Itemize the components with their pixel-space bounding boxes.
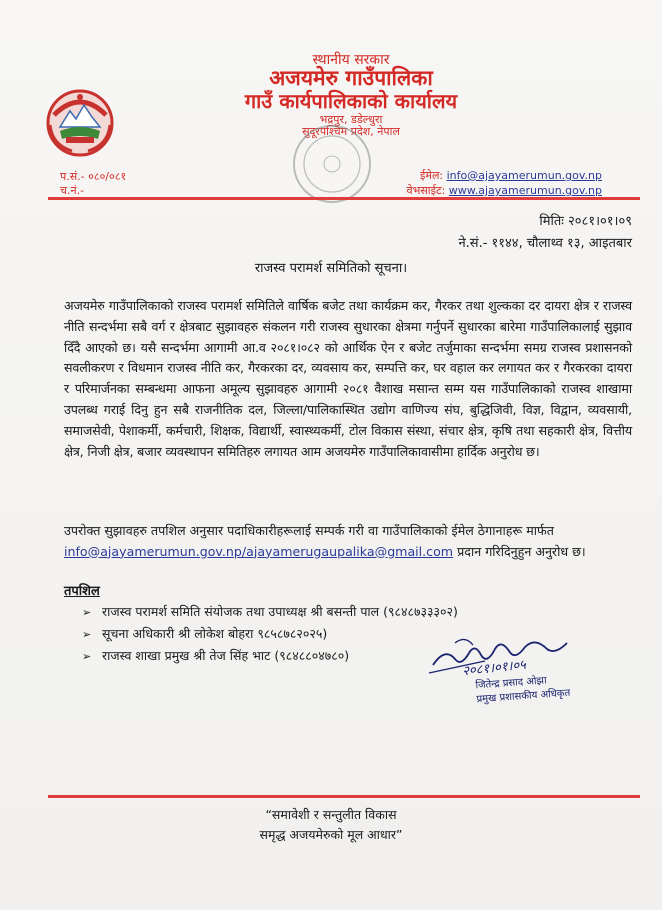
arrow-bullet-icon: ➢ <box>82 650 92 663</box>
header-office-name: गाउँ कार्यपालिकाको कार्यालय <box>244 89 458 113</box>
signature-date: २०८१।०१।०५ <box>461 657 527 680</box>
header-address: भद्रपुर, डडेल्धुरा <box>319 113 383 126</box>
paragraph-2-text-b: प्रदान गरिदिनुहुन अनुरोध छ। <box>457 543 586 559</box>
reference-number: प.सं.- ०८०/०८१ <box>60 170 127 183</box>
website-link[interactable]: www.ajayamerumun.gov.np <box>448 184 602 197</box>
header-local-government: स्थानीय सरकार <box>312 52 390 68</box>
signatory-designation: प्रमुख प्रशासकीय अधिकृत <box>476 687 571 706</box>
paragraph-2-email-link[interactable]: info@ajayamerumun.gov.np/ajayamerugaupalika@gmail.com <box>64 543 454 559</box>
dispatch-number: च.नं.- <box>60 184 85 197</box>
header-divider <box>48 197 640 200</box>
signatory-block <box>475 673 571 707</box>
footer-motto-line-2: समृद्ध अजयमेरुको मूल आधार” <box>259 827 403 842</box>
details-heading: तपशिल <box>64 584 100 599</box>
signatory-name: जितेन्द्र प्रसाद ओझा <box>475 675 548 692</box>
list-item <box>82 645 458 667</box>
arrow-bullet-icon: ➢ <box>82 628 92 641</box>
details-list <box>82 601 458 667</box>
website-label: वेभसाईट: <box>406 184 446 197</box>
list-item-text: राजस्व परामर्श समिति संयोजक तथा उपाध्यक्ष श्री बसन्ती पाल (९८४८७३३३०२) <box>102 604 458 619</box>
footer-motto-line-1: “समावेशी र सन्तुलीत विकास <box>265 807 397 822</box>
email-link[interactable]: info@ajayamerumun.gov.np <box>446 169 602 182</box>
notice-title: राजस्व परामर्श समितिको सूचना। <box>254 261 408 276</box>
letter-date: मितिः २०८१।०१।०९ <box>539 214 632 229</box>
header-municipality-name: अजयमेरु गाउँपालिका <box>269 66 433 90</box>
arrow-bullet-icon: ➢ <box>82 606 92 619</box>
list-item <box>82 601 458 623</box>
list-item-text: राजस्व शाखा प्रमुख श्री तेज सिंह भाट (९८४८८०४७८०) <box>102 648 350 663</box>
header-province: सुदूरपश्चिम प्रदेश, नेपाल <box>302 125 400 138</box>
notice-paragraph-2 <box>64 521 632 563</box>
notice-paragraph-1: अजयमेरु गाउँपालिकाको राजस्व परामर्श समितिले वार्षिक बजेट तथा कार्यक्रम कर, गैरकर तथा शुल्कका दर दायरा क्षेत्र र राजस्व नीति सन्दर्भमा सबै वर्ग र क्षेत्रबाट सुझावहरु संकलन गरी राजस्व सुधारका क्षेत्रमा गर्नुपर्ने सुधारका बारेमा गाउँपालिकालाई सुझाव दिँदै आएको छ। यसै सन्दर्भमा आगामी आ.व २०८१।०८२ को आर्थिक ऐन र बजेट तर्जुमाका सन्दर्भमा समग्र राजस्व प्रशासनको सवलीकरण र विधमान राजस्व नीति कर, गैरकरका दर, व्यवसाय कर, सम्पत्ति कर, घर वहाल कर लगायत कर र गैरकरका दायरा र परिमार्जनका सम्बन्धमा आफना अमूल्य सुझावहरु आगामी २०८१ वैशाख मसान्त सम्म यस गाउँपालिकाको राजस्व शाखामा उपलब्ध गराई दिनु हुन सबै राजनीतिक दल, जिल्ला/पालिकास्थित उद्योग वाणिज्य संघ, बुद्धिजिवी, विज्ञ, विद्वान, व्यवसायी, समाजसेवी, पेशाकर्मी, कर्मचारी, शिक्षक, विद्यार्थी, स्वास्थ्यकर्मी, टोल विकास संस्था, संचार क्षेत्र, कृषि तथा सहकारी क्षेत्र, वित्तीय क्षेत्र, निजी क्षेत्र, बजार व्यवस्थापन समितिहरु लगायत आम अजयमेरु गाउँपालिकावासीमा हार्दिक अनुरोध छ। <box>64 298 632 459</box>
list-item-text: सूचना अधिकारी श्री लोकेश बोहरा ९८५८७८२०२५) <box>102 626 328 641</box>
list-item <box>82 623 458 645</box>
office-stamp-icon <box>290 122 374 206</box>
paragraph-2-text-a: उपरोक्त सुझावहरु तपशिल अनुसार पदाधिकारीहरूलाई सम्पर्क गरी वा गाउँपालिकाको ईमेल ठेगानाहरू मार्फत <box>64 523 554 538</box>
contact-email <box>420 168 602 183</box>
email-label: ईमेल: <box>419 169 444 182</box>
footer-divider <box>48 795 640 798</box>
contact-website <box>406 183 602 198</box>
nepal-sambat-date: ने.सं.- ११४४, चौलाथ्व १३, आइतबार <box>458 236 632 251</box>
